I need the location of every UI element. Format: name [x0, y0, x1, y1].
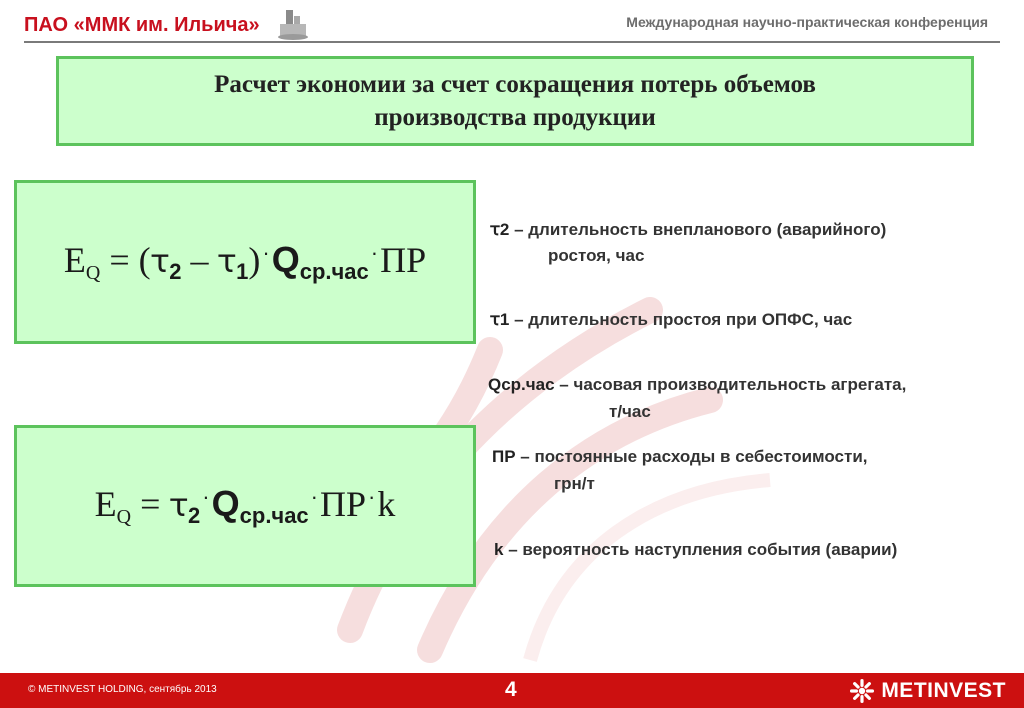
formula-close: )	[248, 239, 261, 280]
definition-text: – постоянные расходы в себестоимости,	[515, 447, 868, 466]
title-box	[56, 56, 974, 146]
brand-logo	[849, 679, 1006, 703]
brand-name: METINVEST	[881, 679, 1006, 702]
definition-text: – длительность простоя при ОПФС, час	[509, 310, 853, 329]
metinvest-flower-icon	[849, 678, 875, 704]
footer-bar	[0, 673, 1024, 708]
formula-minus: –	[181, 239, 218, 280]
definition-k	[494, 537, 897, 563]
definition-text: – вероятность наступления события (аварии)	[503, 540, 898, 559]
company-name: ПАО «ММК им. Ильича»	[24, 14, 260, 36]
formula-tau2-sub: 2	[188, 503, 201, 529]
definition-text: – часовая производительность агрегата,	[554, 375, 907, 394]
formula-tau2: ꚍ	[150, 241, 170, 280]
formula-tau1-sub: 1	[236, 259, 249, 285]
definition-symbol: ꚍ2	[490, 220, 510, 239]
formula-2	[95, 483, 396, 529]
formula-q: Q	[211, 482, 240, 524]
formula-e: E	[94, 483, 117, 524]
formula-eq-open: = (	[100, 239, 151, 280]
definition-symbol: ПР	[492, 447, 516, 466]
page-number: 4	[505, 678, 517, 701]
formula-q: Q	[271, 238, 300, 280]
formula-eq: =	[131, 483, 170, 524]
formula-box-2	[14, 425, 476, 587]
formula-tau1: ꚍ	[217, 241, 237, 280]
header-divider	[24, 41, 1000, 43]
definition-q-cont: т/час	[609, 402, 651, 421]
formula-pr: ПР	[320, 483, 367, 524]
definition-tau1	[490, 307, 852, 333]
definition-symbol: ꚍ1	[490, 310, 510, 329]
formula-e-sub: Q	[85, 261, 101, 284]
formula-box-1	[14, 180, 476, 344]
formula-e-sub: Q	[116, 505, 132, 528]
formula-pr: ПР	[380, 239, 427, 280]
definition-pr	[492, 444, 868, 470]
formula-dot: ·	[368, 483, 376, 509]
definition-text: – длительность внепланового (аварийного)	[509, 220, 887, 239]
formula-tau2-sub: 2	[169, 259, 182, 285]
formula-dot: ·	[202, 483, 210, 509]
definition-pr-cont: грн/т	[554, 474, 595, 493]
definition-symbol: Qср.час	[488, 375, 555, 394]
definition-tau2-cont: ростоя, час	[548, 246, 645, 265]
copyright-text: © METINVEST HOLDING, сентябрь 2013	[28, 684, 217, 695]
formula-dot: ·	[370, 239, 379, 265]
formula-tau2: ꚍ	[169, 485, 189, 524]
formula-dot: ·	[310, 483, 318, 509]
formula-q-sub: ср.час	[299, 259, 369, 285]
title-line-2: производства продукции	[374, 104, 656, 131]
definition-tau2	[490, 217, 886, 243]
definition-symbol: k	[494, 540, 504, 559]
definition-q	[488, 372, 906, 398]
formula-k: k	[377, 483, 396, 524]
formula-dot: ·	[262, 239, 270, 265]
factory-building-icon	[276, 6, 310, 42]
title-line-1: Расчет экономии за счет сокращения потерь объемов	[214, 71, 816, 98]
formula-e: E	[63, 239, 86, 280]
formula-1	[64, 239, 426, 285]
formula-q-sub: ср.час	[239, 503, 309, 529]
conference-name: Международная научно-практическая конференция	[626, 14, 988, 30]
